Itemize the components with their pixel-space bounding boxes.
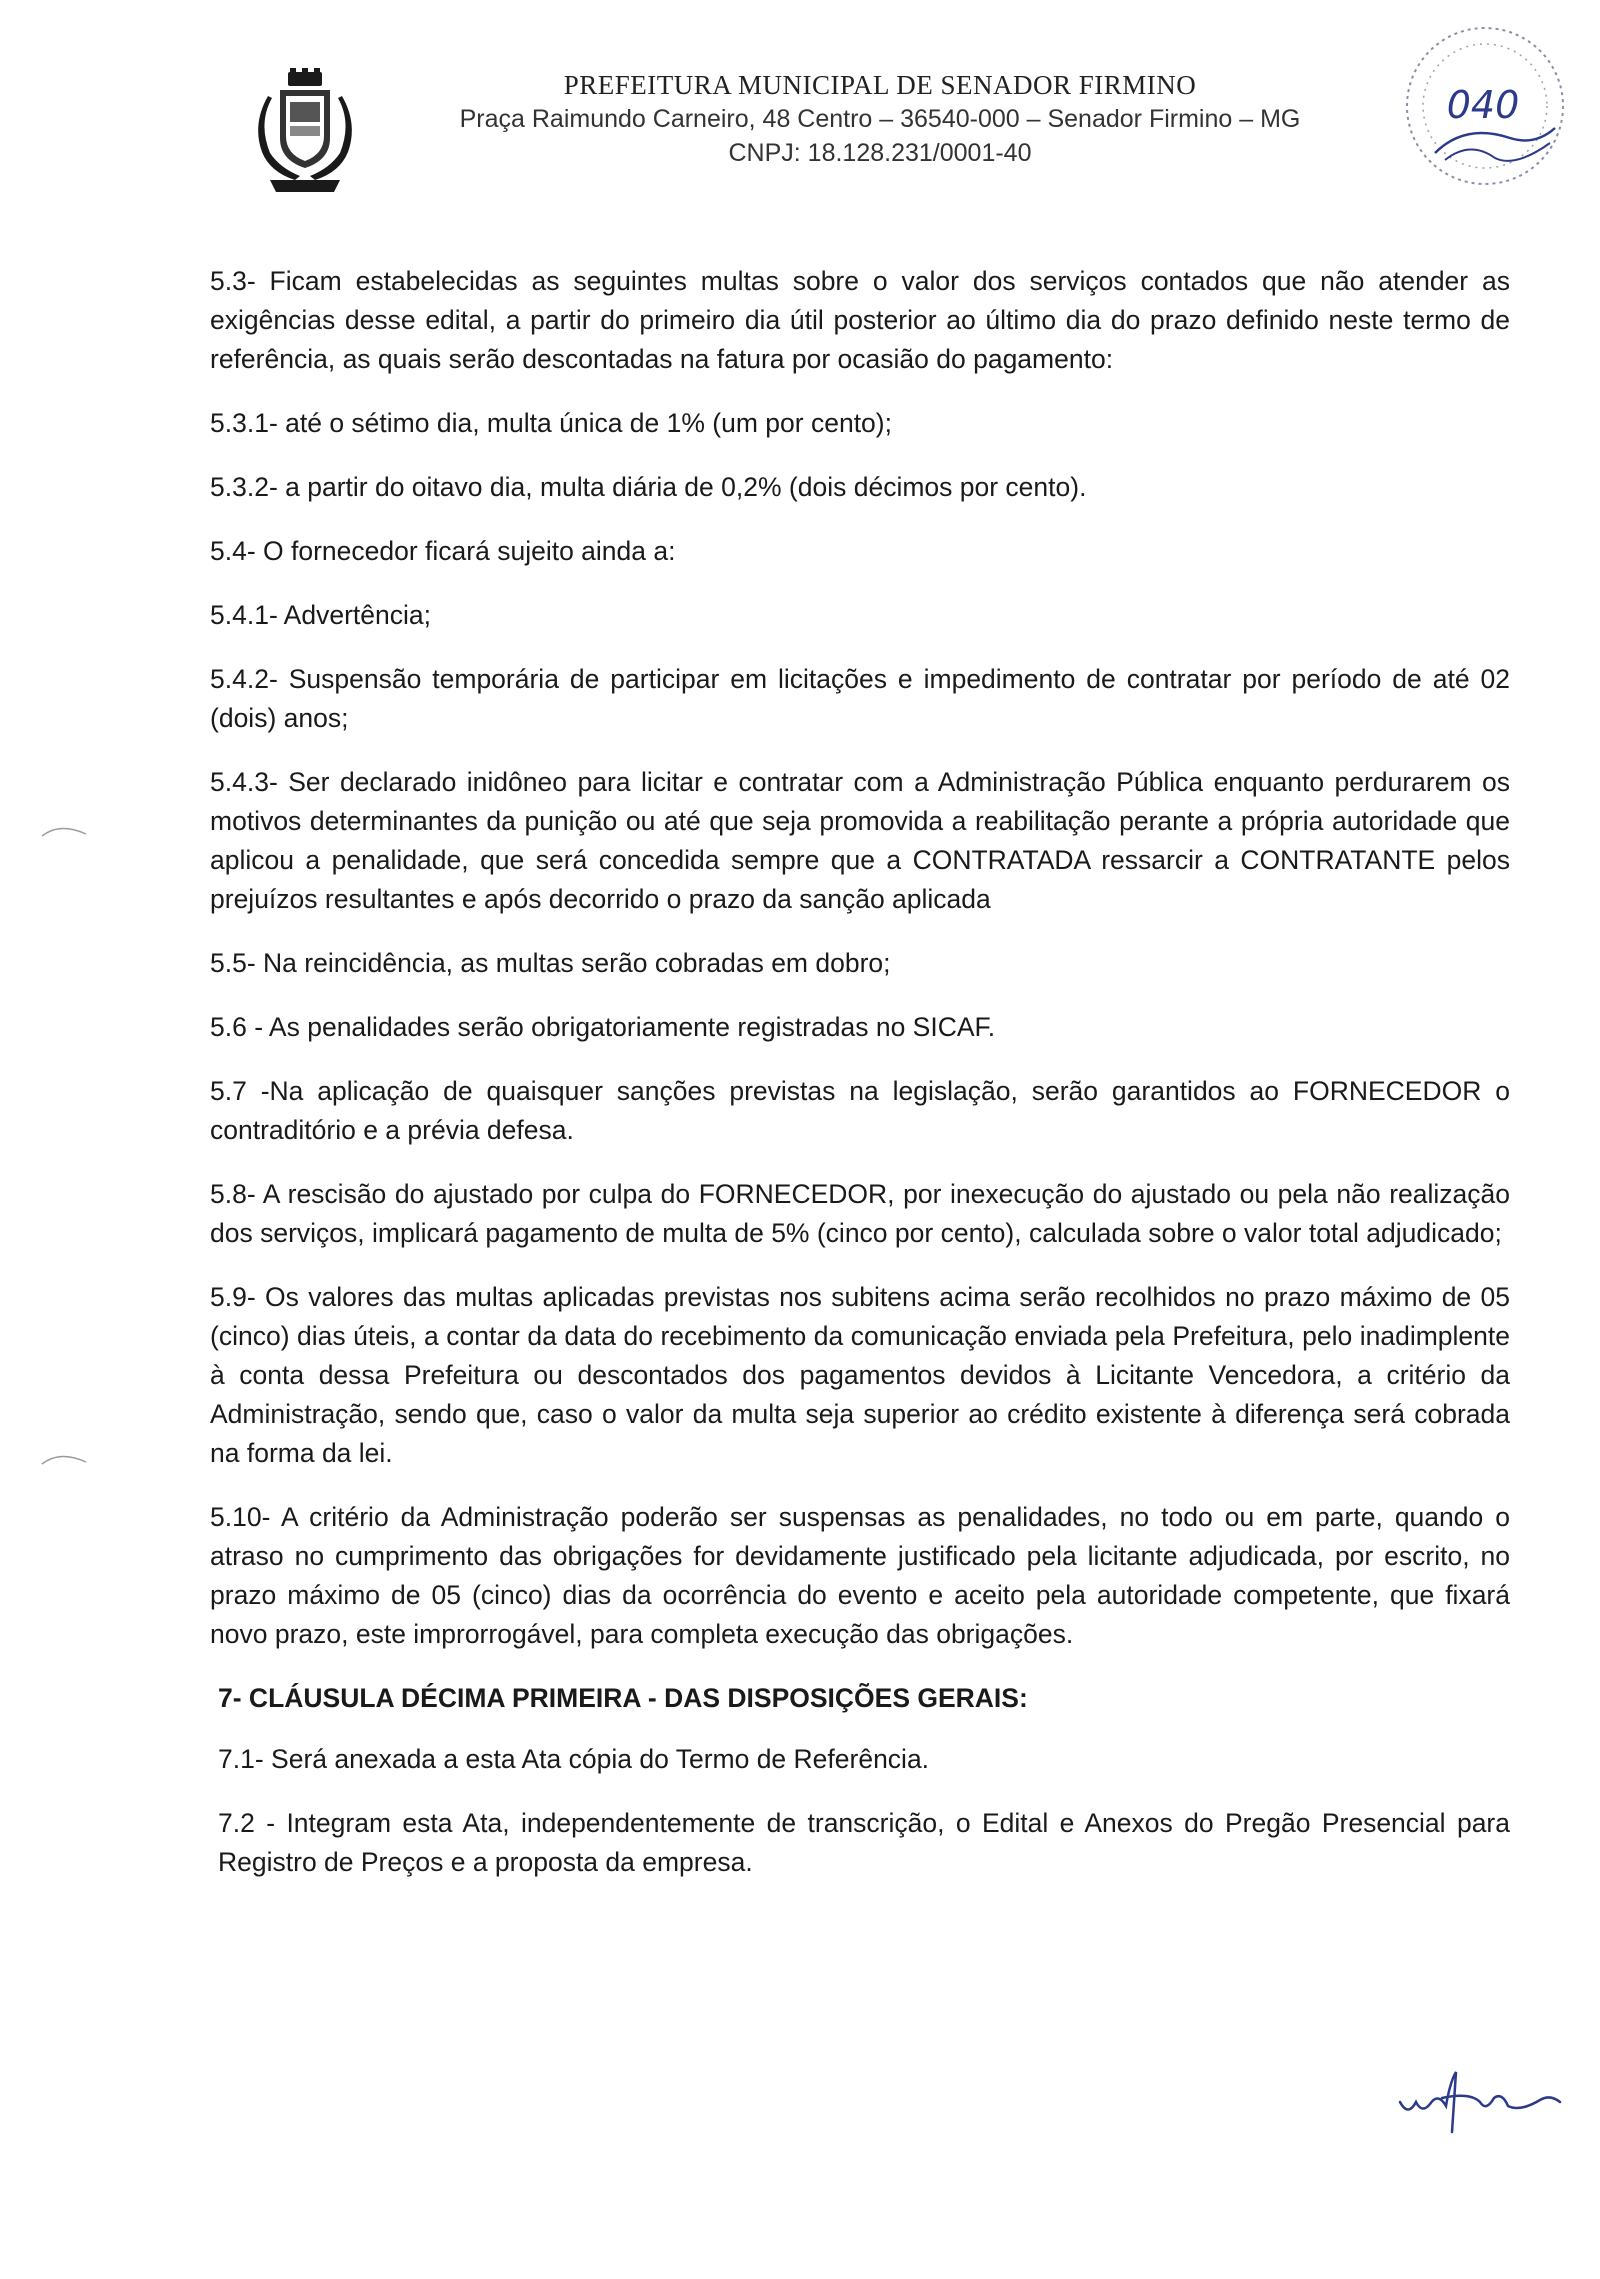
clause-7-2: 7.2 - Integram esta Ata, independentemente de transcrição, o Edital e Anexos do Pregão Presencial para Registro de Preços e a proposta da empresa. [218, 1808, 1510, 1877]
municipality-cnpj: CNPJ: 18.128.231/0001-40 [728, 139, 1032, 167]
section-heading-7: 7- CLÁUSULA DÉCIMA PRIMEIRA - DAS DISPOSIÇÕES GERAIS: [218, 1683, 1028, 1713]
clause-5-10: 5.10- A critério da Administração poderão ser suspensas as penalidades, no todo ou em parte, quando o atraso no cumprimento das obrigações for devidamente justificado pela licitante adjudicada, por escrito, no prazo máximo de 05 (cinco) dias da ocorrência do evento e aceito pela autoridade competente, que fixará novo prazo, este improrrogável, para completa execução das obrigações. [210, 1502, 1510, 1649]
clause-5-3-2: 5.3.2- a partir do oitavo dia, multa diária de 0,2% (dois décimos por cento). [210, 472, 1087, 502]
clause-5-7: 5.7 -Na aplicação de quaisquer sanções previstas na legislação, serão garantidos ao FORNECEDOR o contraditório e a prévia defesa. [210, 1076, 1510, 1145]
page-number-text: 040 [1446, 83, 1520, 127]
clause-5-9: 5.9- Os valores das multas aplicadas previstas nos subitens acima serão recolhidos no prazo máximo de 05 (cinco) dias úteis, a contar da data do recebimento da comunicação enviada pela Prefeitura, pelo inadimplente à conta dessa Prefeitura ou descontados dos pagamentos devidos à Licitante Vencedora, a critério da Administração, sendo que, caso o valor da multa seja superior ao crédito existente à diferença será cobrada na forma da lei. [210, 1282, 1510, 1468]
letterhead [380, 68, 1380, 170]
clause-5-3: 5.3- Ficam estabelecidas as seguintes multas sobre o valor dos serviços contados que não atender as exigências desse edital, a partir do primeiro dia útil posterior ao último dia do prazo definido neste termo de referência, as quais serão descontadas na fatura por ocasião do pagamento: [210, 266, 1510, 374]
handwritten-initials [1390, 2062, 1600, 2142]
clause-5-6: 5.6 - As penalidades serão obrigatoriamente registradas no SICAF. [210, 1012, 996, 1042]
clause-5-4-1: 5.4.1- Advertência; [210, 600, 431, 630]
clause-5-3-1: 5.3.1- até o sétimo dia, multa única de 1% (um por cento); [210, 408, 892, 438]
document-body [210, 262, 1510, 1907]
clause-5-4-2: 5.4.2- Suspensão temporária de participar em licitações e impedimento de contratar por período de até 02 (dois) anos; [210, 664, 1510, 733]
municipal-crest-icon [250, 68, 360, 198]
municipality-address: Praça Raimundo Carneiro, 48 Centro – 36540-000 – Senador Firmino – MG [459, 105, 1301, 133]
clause-5-4: 5.4- O fornecedor ficará sujeito ainda a: [210, 536, 676, 566]
clause-5-5: 5.5- Na reincidência, as multas serão cobradas em dobro; [210, 948, 891, 978]
municipality-title: PREFEITURA MUNICIPAL DE SENADOR FIRMINO [563, 70, 1197, 100]
page-number-stamp [1375, 18, 1585, 193]
scan-mark-icon [40, 1448, 90, 1468]
clause-7-1: 7.1- Será anexada a esta Ata cópia do Termo de Referência. [218, 1744, 930, 1774]
clause-5-4-3: 5.4.3- Ser declarado inidôneo para licitar e contratar com a Administração Pública enquanto perdurarem os motivos determinantes da punição ou até que seja promovida a reabilitação perante a própria autoridade que aplicou a penalidade, que será concedida sempre que a CONTRATADA ressarcir a CONTRATANTE pelos prejuízos resultantes e após decorrido o prazo da sanção aplicada [210, 767, 1510, 914]
scan-mark-icon [40, 820, 90, 840]
clause-5-8: 5.8- A rescisão do ajustado por culpa do FORNECEDOR, por inexecução do ajustado ou pela não realização dos serviços, implicará pagamento de multa de 5% (cinco por cento), calculada sobre o valor total adjudicado; [210, 1179, 1510, 1248]
